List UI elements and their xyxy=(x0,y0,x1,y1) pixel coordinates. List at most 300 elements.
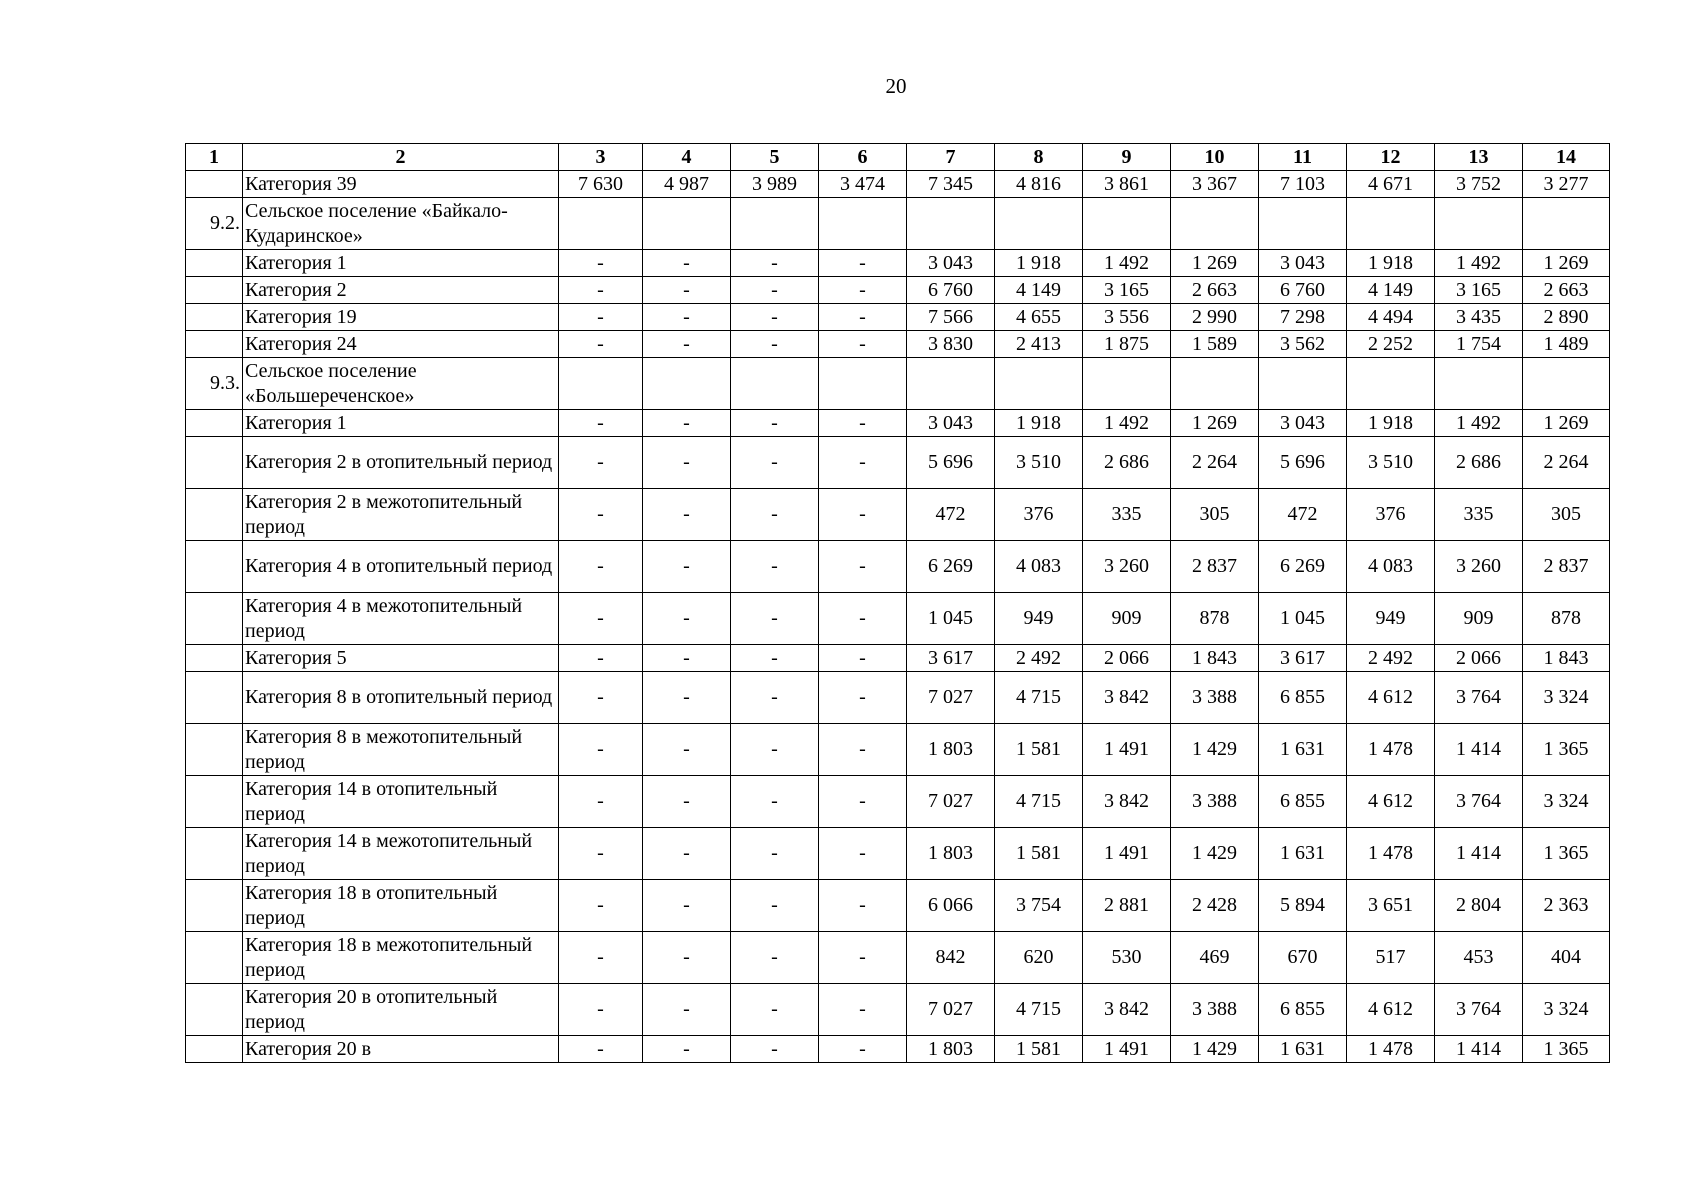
row-name: Категория 24 xyxy=(243,331,559,358)
table-cell: - xyxy=(643,541,731,593)
table-cell: 5 696 xyxy=(1259,437,1347,489)
column-header: 3 xyxy=(559,144,643,171)
table-cell: 2 066 xyxy=(1083,645,1171,672)
table-cell xyxy=(819,358,907,410)
table-cell: - xyxy=(643,724,731,776)
table-cell: 2 428 xyxy=(1171,880,1259,932)
table-row xyxy=(186,645,1610,672)
table-cell: 4 671 xyxy=(1347,171,1435,198)
table-cell xyxy=(907,358,995,410)
table-cell: 1 803 xyxy=(907,828,995,880)
row-name: Категория 20 в отопительный период xyxy=(243,984,559,1036)
table-cell: - xyxy=(559,437,643,489)
table-cell: 2 492 xyxy=(1347,645,1435,672)
table-cell: 469 xyxy=(1171,932,1259,984)
table-cell: 3 324 xyxy=(1523,776,1610,828)
table-cell: 1 478 xyxy=(1347,828,1435,880)
table-cell: - xyxy=(643,984,731,1036)
column-header: 4 xyxy=(643,144,731,171)
table-cell: - xyxy=(559,645,643,672)
table-cell: - xyxy=(819,828,907,880)
table-cell: 3 562 xyxy=(1259,331,1347,358)
table-cell: 5 696 xyxy=(907,437,995,489)
table-cell: 1 269 xyxy=(1171,250,1259,277)
table-cell: 2 837 xyxy=(1523,541,1610,593)
table-cell: 3 435 xyxy=(1435,304,1523,331)
table-cell xyxy=(1259,198,1347,250)
tariff-table xyxy=(185,143,1610,1063)
table-cell: 472 xyxy=(907,489,995,541)
table-cell: 3 764 xyxy=(1435,984,1523,1036)
row-name: Категория 20 в xyxy=(243,1036,559,1063)
table-cell: - xyxy=(819,724,907,776)
table-cell: 1 045 xyxy=(1259,593,1347,645)
table-cell: - xyxy=(819,672,907,724)
table-cell: 3 474 xyxy=(819,171,907,198)
table-cell: 909 xyxy=(1083,593,1171,645)
table-cell xyxy=(1347,358,1435,410)
table-cell: - xyxy=(559,984,643,1036)
table-cell: - xyxy=(643,304,731,331)
row-number xyxy=(186,593,243,645)
table-cell xyxy=(1171,358,1259,410)
row-number xyxy=(186,672,243,724)
table-cell: - xyxy=(559,331,643,358)
table-cell: - xyxy=(819,932,907,984)
table-cell: - xyxy=(559,250,643,277)
table-cell: - xyxy=(559,776,643,828)
column-header: 12 xyxy=(1347,144,1435,171)
header-row xyxy=(186,144,1610,171)
table-cell: - xyxy=(731,1036,819,1063)
table-cell: 3 752 xyxy=(1435,171,1523,198)
table-cell: 517 xyxy=(1347,932,1435,984)
table-cell: - xyxy=(731,410,819,437)
row-number xyxy=(186,331,243,358)
row-name: Категория 4 в отопительный период xyxy=(243,541,559,593)
table-cell: 6 855 xyxy=(1259,984,1347,1036)
table-cell: 3 617 xyxy=(1259,645,1347,672)
row-name: Категория 5 xyxy=(243,645,559,672)
table-cell: 305 xyxy=(1171,489,1259,541)
column-header: 13 xyxy=(1435,144,1523,171)
table-cell: - xyxy=(559,410,643,437)
table-cell xyxy=(1171,198,1259,250)
table-cell: 3 388 xyxy=(1171,672,1259,724)
table-row xyxy=(186,304,1610,331)
table-cell: 3 324 xyxy=(1523,984,1610,1036)
table-cell: - xyxy=(819,1036,907,1063)
table-cell: 4 612 xyxy=(1347,984,1435,1036)
table-cell: - xyxy=(731,304,819,331)
column-header: 2 xyxy=(243,144,559,171)
table-cell: - xyxy=(731,250,819,277)
table-row xyxy=(186,984,1610,1036)
table-cell: 3 165 xyxy=(1083,277,1171,304)
table-cell: 7 027 xyxy=(907,984,995,1036)
row-name: Категория 18 в межотопительный период xyxy=(243,932,559,984)
table-cell: - xyxy=(819,250,907,277)
row-name: Категория 39 xyxy=(243,171,559,198)
table-cell: - xyxy=(643,672,731,724)
table-cell: - xyxy=(559,724,643,776)
column-header: 10 xyxy=(1171,144,1259,171)
table-cell: 2 881 xyxy=(1083,880,1171,932)
table-row xyxy=(186,1036,1610,1063)
table-cell: 3 043 xyxy=(1259,250,1347,277)
page-number: 20 xyxy=(885,74,907,98)
table-cell: - xyxy=(731,331,819,358)
table-cell: 4 715 xyxy=(995,672,1083,724)
table-cell: 1 478 xyxy=(1347,724,1435,776)
column-header: 11 xyxy=(1259,144,1347,171)
table-cell: 1 491 xyxy=(1083,828,1171,880)
table-cell: - xyxy=(819,410,907,437)
table-cell xyxy=(995,358,1083,410)
table-cell: 6 269 xyxy=(1259,541,1347,593)
table-cell: - xyxy=(559,541,643,593)
table-cell: - xyxy=(643,489,731,541)
table-cell: 6 760 xyxy=(907,277,995,304)
table-cell: 2 663 xyxy=(1523,277,1610,304)
table-cell: - xyxy=(819,593,907,645)
table-row xyxy=(186,198,1610,250)
table-cell: 2 252 xyxy=(1347,331,1435,358)
table-cell: 7 345 xyxy=(907,171,995,198)
table-cell: 1 414 xyxy=(1435,724,1523,776)
table-cell: 3 510 xyxy=(995,437,1083,489)
table-cell: 949 xyxy=(995,593,1083,645)
table-cell: 2 066 xyxy=(1435,645,1523,672)
table-cell: - xyxy=(731,672,819,724)
table-row xyxy=(186,437,1610,489)
table-cell xyxy=(643,198,731,250)
table-cell: 530 xyxy=(1083,932,1171,984)
column-header: 6 xyxy=(819,144,907,171)
row-number xyxy=(186,541,243,593)
table-cell: 2 413 xyxy=(995,331,1083,358)
row-name: Категория 8 в межотопительный период xyxy=(243,724,559,776)
table-cell: 6 855 xyxy=(1259,776,1347,828)
table-cell: 3 830 xyxy=(907,331,995,358)
table-cell: - xyxy=(643,1036,731,1063)
table-cell: 3 388 xyxy=(1171,984,1259,1036)
row-number xyxy=(186,171,243,198)
table-row xyxy=(186,410,1610,437)
row-number: 9.2. xyxy=(186,198,243,250)
table-cell: 3 388 xyxy=(1171,776,1259,828)
table-cell: 3 861 xyxy=(1083,171,1171,198)
table-cell: 1 269 xyxy=(1171,410,1259,437)
table-cell xyxy=(559,358,643,410)
table-cell: 4 655 xyxy=(995,304,1083,331)
table-row xyxy=(186,331,1610,358)
table-cell: 1 269 xyxy=(1523,250,1610,277)
table-cell: 1 631 xyxy=(1259,828,1347,880)
table-cell: - xyxy=(731,984,819,1036)
table-cell: 3 842 xyxy=(1083,984,1171,1036)
row-name: Категория 14 в отопительный период xyxy=(243,776,559,828)
table-cell: 1 045 xyxy=(907,593,995,645)
row-number xyxy=(186,645,243,672)
row-number xyxy=(186,880,243,932)
column-header: 8 xyxy=(995,144,1083,171)
row-number: 9.3. xyxy=(186,358,243,410)
table-cell: 1 589 xyxy=(1171,331,1259,358)
table-cell: 949 xyxy=(1347,593,1435,645)
table-cell: 1 491 xyxy=(1083,1036,1171,1063)
table-cell: - xyxy=(643,932,731,984)
table-cell: 1 414 xyxy=(1435,828,1523,880)
table-cell: - xyxy=(731,541,819,593)
table-cell: 4 715 xyxy=(995,984,1083,1036)
table-cell: 4 149 xyxy=(1347,277,1435,304)
row-number xyxy=(186,776,243,828)
row-number xyxy=(186,250,243,277)
table-row xyxy=(186,489,1610,541)
table-cell: 1 918 xyxy=(1347,250,1435,277)
row-name: Сельское поселение «Байкало-Кударинское» xyxy=(243,198,559,250)
table-cell: 2 264 xyxy=(1171,437,1259,489)
table-cell: 3 043 xyxy=(1259,410,1347,437)
table-cell: - xyxy=(731,645,819,672)
table-cell xyxy=(1259,358,1347,410)
table-cell: 6 855 xyxy=(1259,672,1347,724)
table-row xyxy=(186,593,1610,645)
table-cell: - xyxy=(819,541,907,593)
table-cell: 1 492 xyxy=(1083,410,1171,437)
table-cell: 1 843 xyxy=(1171,645,1259,672)
table-cell xyxy=(731,198,819,250)
row-name: Категория 19 xyxy=(243,304,559,331)
table-cell: - xyxy=(731,932,819,984)
table-cell: 7 630 xyxy=(559,171,643,198)
table-cell: 4 083 xyxy=(995,541,1083,593)
table-cell: 4 612 xyxy=(1347,672,1435,724)
row-name: Категория 8 в отопительный период xyxy=(243,672,559,724)
table-cell: 1 492 xyxy=(1083,250,1171,277)
table-cell: 3 043 xyxy=(907,250,995,277)
column-header: 7 xyxy=(907,144,995,171)
table-cell: - xyxy=(643,776,731,828)
table-cell: 6 066 xyxy=(907,880,995,932)
row-number xyxy=(186,410,243,437)
table-cell: 4 494 xyxy=(1347,304,1435,331)
table-cell: - xyxy=(731,880,819,932)
table-cell: - xyxy=(643,250,731,277)
table-cell: 1 492 xyxy=(1435,250,1523,277)
table-cell: - xyxy=(559,489,643,541)
table-cell: 5 894 xyxy=(1259,880,1347,932)
table-body xyxy=(186,171,1610,1063)
table-cell: 620 xyxy=(995,932,1083,984)
table-cell: 878 xyxy=(1523,593,1610,645)
table-cell: 453 xyxy=(1435,932,1523,984)
table-cell: 4 816 xyxy=(995,171,1083,198)
table-cell: - xyxy=(731,437,819,489)
table-cell: - xyxy=(559,277,643,304)
table-cell: 376 xyxy=(995,489,1083,541)
table-cell: - xyxy=(559,880,643,932)
table-cell: 3 277 xyxy=(1523,171,1610,198)
table-cell xyxy=(1083,198,1171,250)
table-cell xyxy=(995,198,1083,250)
table-cell: - xyxy=(643,645,731,672)
table-cell: 2 363 xyxy=(1523,880,1610,932)
table-cell: 1 478 xyxy=(1347,1036,1435,1063)
table-cell: - xyxy=(643,593,731,645)
table-row xyxy=(186,171,1610,198)
column-header: 5 xyxy=(731,144,819,171)
column-header: 14 xyxy=(1523,144,1610,171)
table-cell: 3 324 xyxy=(1523,672,1610,724)
table-cell: 3 510 xyxy=(1347,437,1435,489)
table-cell xyxy=(559,198,643,250)
table-cell: 4 149 xyxy=(995,277,1083,304)
table-row xyxy=(186,250,1610,277)
table-cell: 1 631 xyxy=(1259,724,1347,776)
table-row xyxy=(186,541,1610,593)
table-cell: 3 764 xyxy=(1435,776,1523,828)
table-cell: 1 875 xyxy=(1083,331,1171,358)
table-cell: 3 754 xyxy=(995,880,1083,932)
table-cell: 1 581 xyxy=(995,1036,1083,1063)
table-cell: 6 269 xyxy=(907,541,995,593)
table-cell: 1 803 xyxy=(907,724,995,776)
table-cell: - xyxy=(731,776,819,828)
table-row xyxy=(186,828,1610,880)
table-cell: 1 414 xyxy=(1435,1036,1523,1063)
row-name: Категория 1 xyxy=(243,410,559,437)
table-cell: 3 260 xyxy=(1435,541,1523,593)
row-name: Сельское поселение «Большереченское» xyxy=(243,358,559,410)
table-cell xyxy=(1347,198,1435,250)
table-cell: - xyxy=(819,331,907,358)
table-cell: 1 803 xyxy=(907,1036,995,1063)
table-cell xyxy=(907,198,995,250)
table-cell: 4 083 xyxy=(1347,541,1435,593)
table-cell: 7 298 xyxy=(1259,304,1347,331)
table-cell: - xyxy=(643,828,731,880)
table-cell: 7 027 xyxy=(907,776,995,828)
table-cell: 6 760 xyxy=(1259,277,1347,304)
row-number xyxy=(186,1036,243,1063)
table-cell xyxy=(1435,358,1523,410)
table-cell: 1 581 xyxy=(995,828,1083,880)
row-number xyxy=(186,489,243,541)
table-cell: 3 260 xyxy=(1083,541,1171,593)
table-cell: - xyxy=(731,489,819,541)
table-cell: - xyxy=(559,304,643,331)
table-cell: 909 xyxy=(1435,593,1523,645)
table-cell: - xyxy=(819,277,907,304)
row-number xyxy=(186,437,243,489)
table-cell: 472 xyxy=(1259,489,1347,541)
table-cell: - xyxy=(819,304,907,331)
table-cell: 7 027 xyxy=(907,672,995,724)
column-header: 1 xyxy=(186,144,243,171)
table-cell: 376 xyxy=(1347,489,1435,541)
row-number xyxy=(186,828,243,880)
table-cell: - xyxy=(819,776,907,828)
table-cell xyxy=(643,358,731,410)
table-cell: 1 843 xyxy=(1523,645,1610,672)
table-cell: - xyxy=(819,984,907,1036)
table-cell xyxy=(1523,358,1610,410)
table-cell: 335 xyxy=(1435,489,1523,541)
table-cell: 670 xyxy=(1259,932,1347,984)
row-name: Категория 2 xyxy=(243,277,559,304)
row-name: Категория 14 в межотопительный период xyxy=(243,828,559,880)
table-cell: 335 xyxy=(1083,489,1171,541)
row-name: Категория 2 в межотопительный период xyxy=(243,489,559,541)
table-cell: 1 489 xyxy=(1523,331,1610,358)
table-cell: 1 918 xyxy=(1347,410,1435,437)
table-cell: - xyxy=(731,593,819,645)
table-cell: 7 103 xyxy=(1259,171,1347,198)
table-cell: 1 492 xyxy=(1435,410,1523,437)
row-name: Категория 18 в отопительный период xyxy=(243,880,559,932)
table-cell: 1 269 xyxy=(1523,410,1610,437)
table-cell xyxy=(1083,358,1171,410)
table-cell: - xyxy=(643,880,731,932)
table-cell: 2 990 xyxy=(1171,304,1259,331)
table-row xyxy=(186,724,1610,776)
table-cell: 3 764 xyxy=(1435,672,1523,724)
table-cell: 404 xyxy=(1523,932,1610,984)
table-cell: - xyxy=(559,932,643,984)
table-cell: 1 365 xyxy=(1523,1036,1610,1063)
table-cell: 305 xyxy=(1523,489,1610,541)
table-cell: 3 165 xyxy=(1435,277,1523,304)
table-cell: 2 492 xyxy=(995,645,1083,672)
column-header: 9 xyxy=(1083,144,1171,171)
table-cell: 1 365 xyxy=(1523,724,1610,776)
table-cell: - xyxy=(731,277,819,304)
table-cell: - xyxy=(643,437,731,489)
table-row xyxy=(186,277,1610,304)
table-cell: 2 686 xyxy=(1083,437,1171,489)
table-cell: - xyxy=(819,880,907,932)
table-cell: - xyxy=(731,724,819,776)
table-cell: 1 754 xyxy=(1435,331,1523,358)
table-cell: - xyxy=(643,277,731,304)
table-cell: 1 918 xyxy=(995,410,1083,437)
table-cell: 3 043 xyxy=(907,410,995,437)
row-number xyxy=(186,277,243,304)
table-cell: - xyxy=(643,410,731,437)
table-cell: 1 429 xyxy=(1171,1036,1259,1063)
table-cell: - xyxy=(559,828,643,880)
table-cell xyxy=(819,198,907,250)
table-row xyxy=(186,358,1610,410)
table-row xyxy=(186,672,1610,724)
table-cell: 7 566 xyxy=(907,304,995,331)
table-cell: - xyxy=(731,828,819,880)
table-cell: 2 837 xyxy=(1171,541,1259,593)
table-cell: - xyxy=(819,645,907,672)
table-cell: - xyxy=(559,593,643,645)
table-cell: 1 918 xyxy=(995,250,1083,277)
table-cell: - xyxy=(559,672,643,724)
table-cell: 3 842 xyxy=(1083,776,1171,828)
table-cell: - xyxy=(819,437,907,489)
row-number xyxy=(186,932,243,984)
row-number xyxy=(186,984,243,1036)
table-row xyxy=(186,880,1610,932)
table-cell: 1 429 xyxy=(1171,828,1259,880)
table-cell: 1 581 xyxy=(995,724,1083,776)
